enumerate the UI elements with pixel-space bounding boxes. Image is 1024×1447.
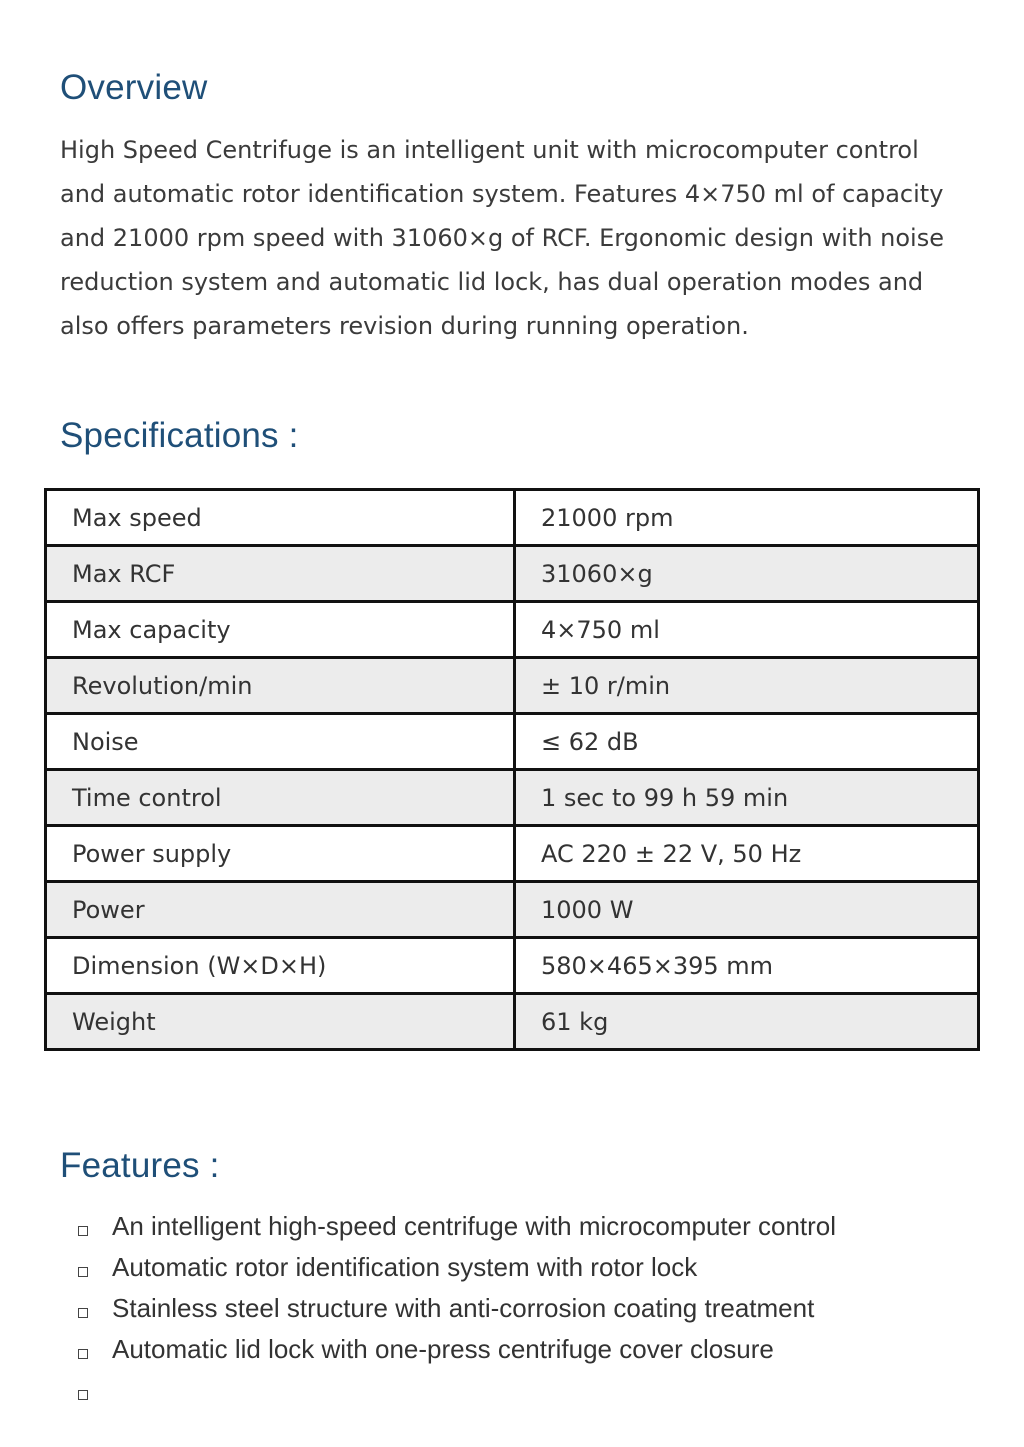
specifications-table [44,488,980,1051]
feature-item [74,1329,836,1370]
overview-heading: Overview [60,68,208,107]
spec-value: ± 10 r/min [515,658,979,714]
spec-label: Max capacity [46,602,515,658]
spec-value: 61 kg [515,994,979,1050]
features-list [74,1206,836,1411]
spec-row [46,882,979,938]
spec-row [46,658,979,714]
square-bullet-icon [78,1226,88,1236]
spec-row [46,994,979,1050]
spec-label: Revolution/min [46,658,515,714]
spec-value: 580×465×395 mm [515,938,979,994]
square-bullet-icon [78,1308,88,1318]
feature-item [74,1247,836,1288]
spec-row [46,490,979,546]
spec-row [46,602,979,658]
square-bullet-icon [78,1267,88,1277]
overview-text: High Speed Centrifuge is an intelligent unit with microcomputer control and automatic rotor identification system. Features 4×750 ml of capacity and 21000 rpm speed with 31060×g of RCF. Ergonomic design with noise reduction system and automatic lid lock, has dual operation modes and also offers parameters revision during running operation. [60,136,944,340]
square-bullet-icon [78,1349,88,1359]
spec-label: Power [46,882,515,938]
spec-label: Noise [46,714,515,770]
feature-item [74,1288,836,1329]
feature-text: Automatic rotor identification system with rotor lock [112,1252,698,1282]
spec-value: 1 sec to 99 h 59 min [515,770,979,826]
spec-value: ≤ 62 dB [515,714,979,770]
spec-value: 21000 rpm [515,490,979,546]
spec-row [46,938,979,994]
spec-row [46,714,979,770]
spec-row [46,770,979,826]
spec-label: Max RCF [46,546,515,602]
spec-row [46,546,979,602]
spec-value: 31060×g [515,546,979,602]
specifications-heading: Specifications : [60,416,299,455]
spec-value: 1000 W [515,882,979,938]
spec-value: 4×750 ml [515,602,979,658]
spec-label: Time control [46,770,515,826]
feature-item [74,1370,836,1411]
spec-label: Dimension (W×D×H) [46,938,515,994]
features-heading: Features : [60,1146,220,1185]
feature-item [74,1206,836,1247]
spec-label: Max speed [46,490,515,546]
spec-label: Weight [46,994,515,1050]
square-bullet-icon [78,1390,88,1400]
feature-text: Automatic lid lock with one-press centrifuge cover closure [112,1334,774,1364]
spec-label: Power supply [46,826,515,882]
spec-value: AC 220 ± 22 V, 50 Hz [515,826,979,882]
feature-text: An intelligent high-speed centrifuge with microcomputer control [112,1211,837,1241]
feature-text: Stainless steel structure with anti-corrosion coating treatment [112,1293,815,1323]
spec-row [46,826,979,882]
